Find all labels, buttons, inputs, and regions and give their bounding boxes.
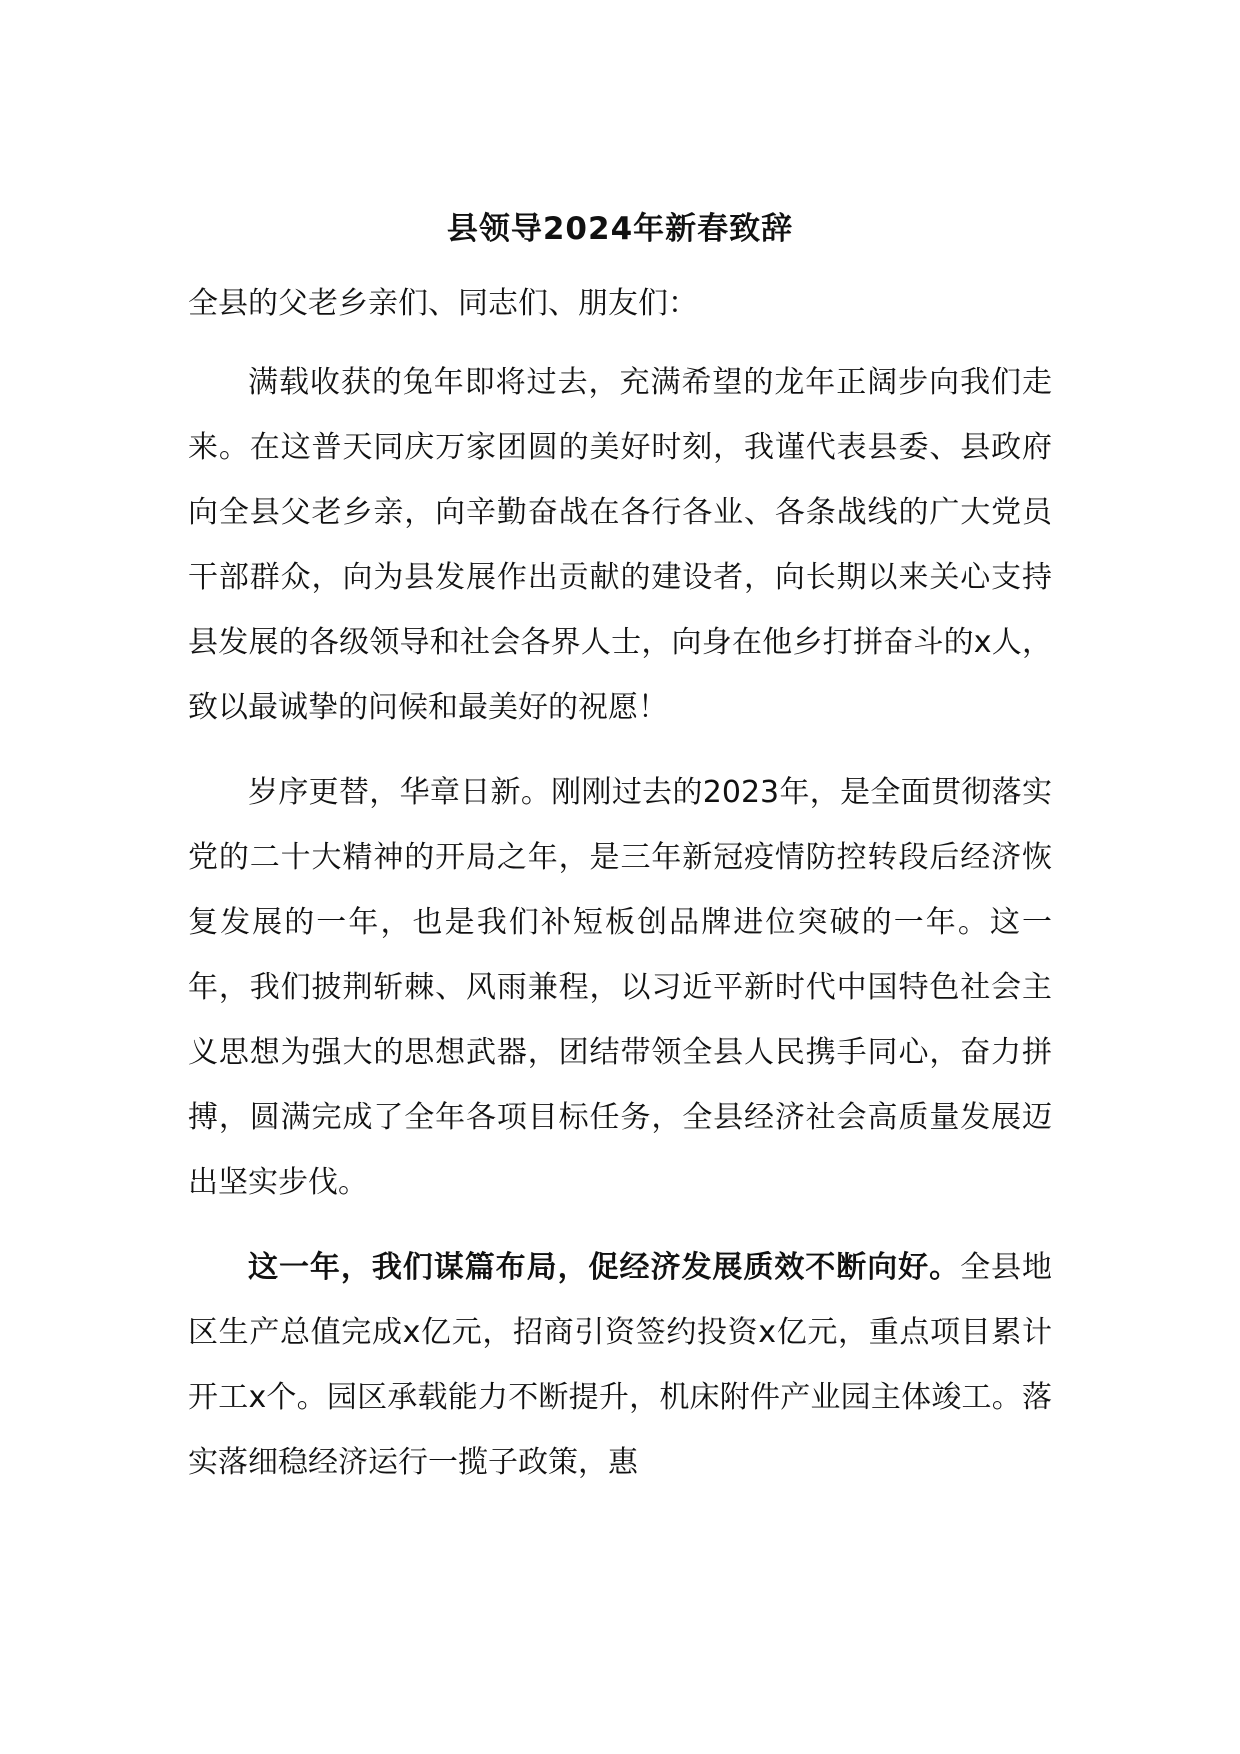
- paragraph-text: 全县地区生产总值完成x亿元，招商引资签约投资x亿元，重点项目累计开工x个。园区承载能力不断提升，机床附件产业园主体竣工。落实落细稳经济运行一揽子政策，惠: [188, 1250, 1053, 1480]
- paragraph-text: 岁序更替，华章日新。刚刚过去的2023年，是全面贯彻落实党的二十大精神的开局之年，是三年新冠疫情防控转段后经济恢复发展的一年，也是我们补短板创品牌进位突破的一年。这一年，我们披荆斩棘、风雨兼程，以习近平新时代中国特色社会主义思想为强大的思想武器，团结带领全县人民携手同心，奋力拼搏，圆满完成了全年各项目标任务，全县经济社会高质量发展迈出坚实步伐。: [188, 775, 1052, 1200]
- salutation: 全县的父老乡亲们、同志们、朋友们：: [188, 286, 698, 321]
- document-page: [188, 200, 1052, 1515]
- paragraph-lead: 这一年，我们谋篇布局，促经济发展质效不断向好。: [248, 1250, 961, 1285]
- paragraph-new-year-greeting: [188, 350, 1052, 740]
- paragraph-year-review: [188, 760, 1052, 1215]
- paragraph-economic-development: [188, 1235, 1052, 1495]
- document-title: 县领导2024年新春致辞: [446, 211, 794, 247]
- paragraph-text: 满载收获的兔年即将过去，充满希望的龙年正阔步向我们走来。在这普天同庆万家团圆的美好时刻，我谨代表县委、县政府向全县父老乡亲，向辛勤奋战在各行各业、各条战线的广大党员干部群众，向为县发展作出贡献的建设者，向长期以来关心支持县发展的各级领导和社会各界人士，向身在他乡打拼奋斗的x人，致以最诚挚的问候和最美好的祝愿！: [188, 365, 1052, 725]
